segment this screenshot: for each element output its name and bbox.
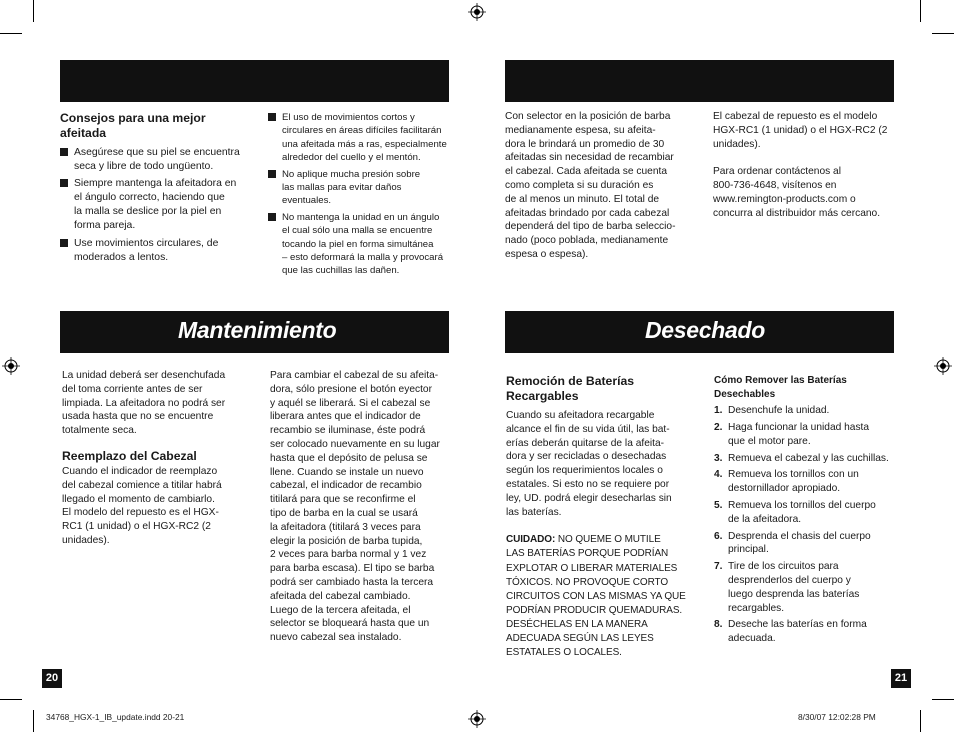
mantenimiento-bar [60, 311, 449, 353]
step-item: 3. Remueva el cabezal y las cuchillas. [714, 452, 889, 464]
step-item: 2. Haga funcionar la unidad hasta que el motor pare. [714, 421, 870, 447]
mantenimiento-column-2: Para cambiar el cabezal de su afeita- dora, sólo presione el botón eyector y aquél se liberará. Si el cabezal se liberara antes que el indicador de recambio se iluminase, éste podrá ser colocado nuevamente en su lugar hasta que el depósito de pelusa se llene. Cuando se instale un nuevo cabezal, el indicador de recambio titilará para que se reconfirme el tipo de barba en la cual se usará la afeitadora (titilará 3 veces para elegir la posición de barba tupida, 2 veces para barba normal y 1 vez para barba escasa). El tipo se barba podrá ser cambiado hasta la tercera afeitada del cabezal cambiado. Luego de la tercera afeitada, el selector se bloqueará hasta que un nuevo cabezal sea instalado. [270, 370, 440, 644]
tip-item: No aplique mucha presión sobre las mallas para evitar daños eventuales. [268, 168, 453, 208]
bullet-square-icon [60, 239, 68, 247]
footer-timestamp: 8/30/07 12:02:28 PM [798, 712, 876, 722]
tips-heading: Consejos para una mejor afeitada [60, 111, 206, 140]
remocion-heading: Remoción de Baterías Recargables [506, 374, 635, 403]
section-bar-right [505, 60, 894, 102]
registration-mark-icon [2, 357, 20, 375]
crop-mark [932, 33, 954, 34]
mantenimiento-title: Mantenimiento [178, 317, 337, 343]
tip-item: No mantenga la unidad en un ángulo el cual sólo una malla se encuentre tocando la piel en forma simultánea – esto deformará la malla y provocará que las cuchillas las dañen. [268, 211, 453, 278]
steps-list [714, 404, 899, 646]
replacement-info: El cabezal de repuesto es el modelo HGX-RC1 (1 unidad) o el HGX-RC2 (2 unidades). Para ordenar contáctenos al 800-736-4648, visítenos en www.remington-products.com o concurra al distribuidor más cercano. [713, 111, 888, 219]
crop-mark [0, 33, 22, 34]
page-number-right: 21 [891, 669, 911, 688]
tip-item: Asegúrese que su piel se encuentra seca y libre de todo ungüento. [60, 146, 245, 174]
bullet-square-icon [268, 170, 276, 178]
step-item: 7. Tire de los circuitos para desprenderlos del cuerpo y luego desprenda las baterías recargables. [714, 561, 860, 614]
desechado-column-2 [714, 374, 899, 649]
step-item: 5. Remueva los tornillos del cuerpo de la afeitadora. [714, 499, 876, 525]
footer-file-info: 34768_HGX-1_IB_update.indd 20-21 [46, 712, 185, 722]
tips-column-2 [268, 111, 453, 281]
desechado-title: Desechado [645, 317, 766, 343]
step-item: 8. Deseche las baterías en forma adecuada. [714, 619, 867, 645]
crop-mark [33, 0, 34, 22]
crop-mark [920, 0, 921, 22]
bullet-square-icon [60, 148, 68, 156]
page-number-left: 20 [42, 669, 62, 688]
warning-text: CUIDADO: NO QUEME O MUTILE LAS BATERÍAS PORQUE PODRÍAN EXPLOTAR O LIBERAR MATERIALES TÓXICOS. NO PROVOQUE CORTO CIRCUITOS CON LAS MISMAS YA QUE PODRÍAN PRODUCIR QUEMADURAS. DESÉCHELAS EN LA MANERA ADECUADA SEGÚN LAS LEYES ESTATALES O LOCALES. [506, 534, 686, 659]
desechado-bar [505, 311, 894, 353]
tip-item: El uso de movimientos cortos y circulares en áreas difíciles facilitarán una afeitada más a ras, especialmente alrededor del cuello y el mentón. [268, 111, 453, 165]
crop-mark [920, 710, 921, 732]
registration-mark-icon [934, 357, 952, 375]
shave-count-text: Con selector en la posición de barba medianamente espesa, su afeita- dora le brindará un promedio de 30 afeitadas sin necesidad de recambiar el cabezal. Cada afeitada se cuenta como completa si su duración es de al menos un minuto. El total de afeitadas brindado por cada cabezal dependerá del tipo de barba seleccio- nado (poco poblada, medianamente espesa o espesa). [505, 111, 676, 260]
tip-item: Use movimientos circulares, de moderados a lentos. [60, 237, 245, 265]
step-item: 4. Remueva los tornillos con un destornillador apropiado. [714, 469, 859, 495]
mantenimiento-column-1: La unidad deberá ser desenchufada del toma corriente antes de ser limpiada. La afeitadora no podrá ser usada hasta que no se encuentre totalmente seca. Reemplazo del Cabezal Cuando el indicador de reemplazo del cabezal comience a titilar habrá llegado el momento de cambiarlo. El modelo del repuesto es el HGX- RC1 (1 unidad) o el HGX-RC2 (2 unidades). [62, 369, 252, 548]
crop-mark [0, 699, 22, 700]
tips-column [60, 111, 245, 268]
step-item: 1. Desenchufe la unidad. [714, 405, 830, 417]
tip-item: Siempre mantenga la afeitadora en el ángulo correcto, haciendo que la malla se deslice por la piel en forma pareja. [60, 177, 245, 233]
desechado-column-1: Remoción de Baterías Recargables Cuando su afeitadora recargable alcance el fin de su vida útil, las bat- erías deberán quitarse de la afeita- dora y ser recicladas o desechadas según los requerimientos locales o estatales. Si esto no se requiere por ley, UD. podrá elegir desecharlas sin las baterías. CUIDADO: NO QUEME O MUTILE LAS BATERÍAS PORQUE PODRÍAN EXPLOTAR O LIBERAR MATERIALES TÓXICOS. NO PROVOQUE CORTO CIRCUITOS CON LAS MISMAS YA QUE PODRÍAN PRODUCIR QUEMADURAS. DESÉCHELAS EN LA MANERA ADECUADA SEGÚN LAS LEYES ESTATALES O LOCALES. [506, 374, 696, 660]
section-bar-left [60, 60, 449, 102]
bullet-square-icon [268, 113, 276, 121]
bullet-square-icon [268, 213, 276, 221]
step-item: 6. Desprenda el chasis del cuerpo principal. [714, 530, 871, 556]
crop-mark [33, 710, 34, 732]
registration-mark-icon [468, 3, 486, 21]
bullet-square-icon [60, 179, 68, 187]
crop-mark [932, 699, 954, 700]
registration-mark-icon [468, 710, 486, 728]
steps-heading: Cómo Remover las Baterías Desechables [714, 375, 847, 400]
reemplazo-heading: Reemplazo del Cabezal [62, 448, 197, 463]
